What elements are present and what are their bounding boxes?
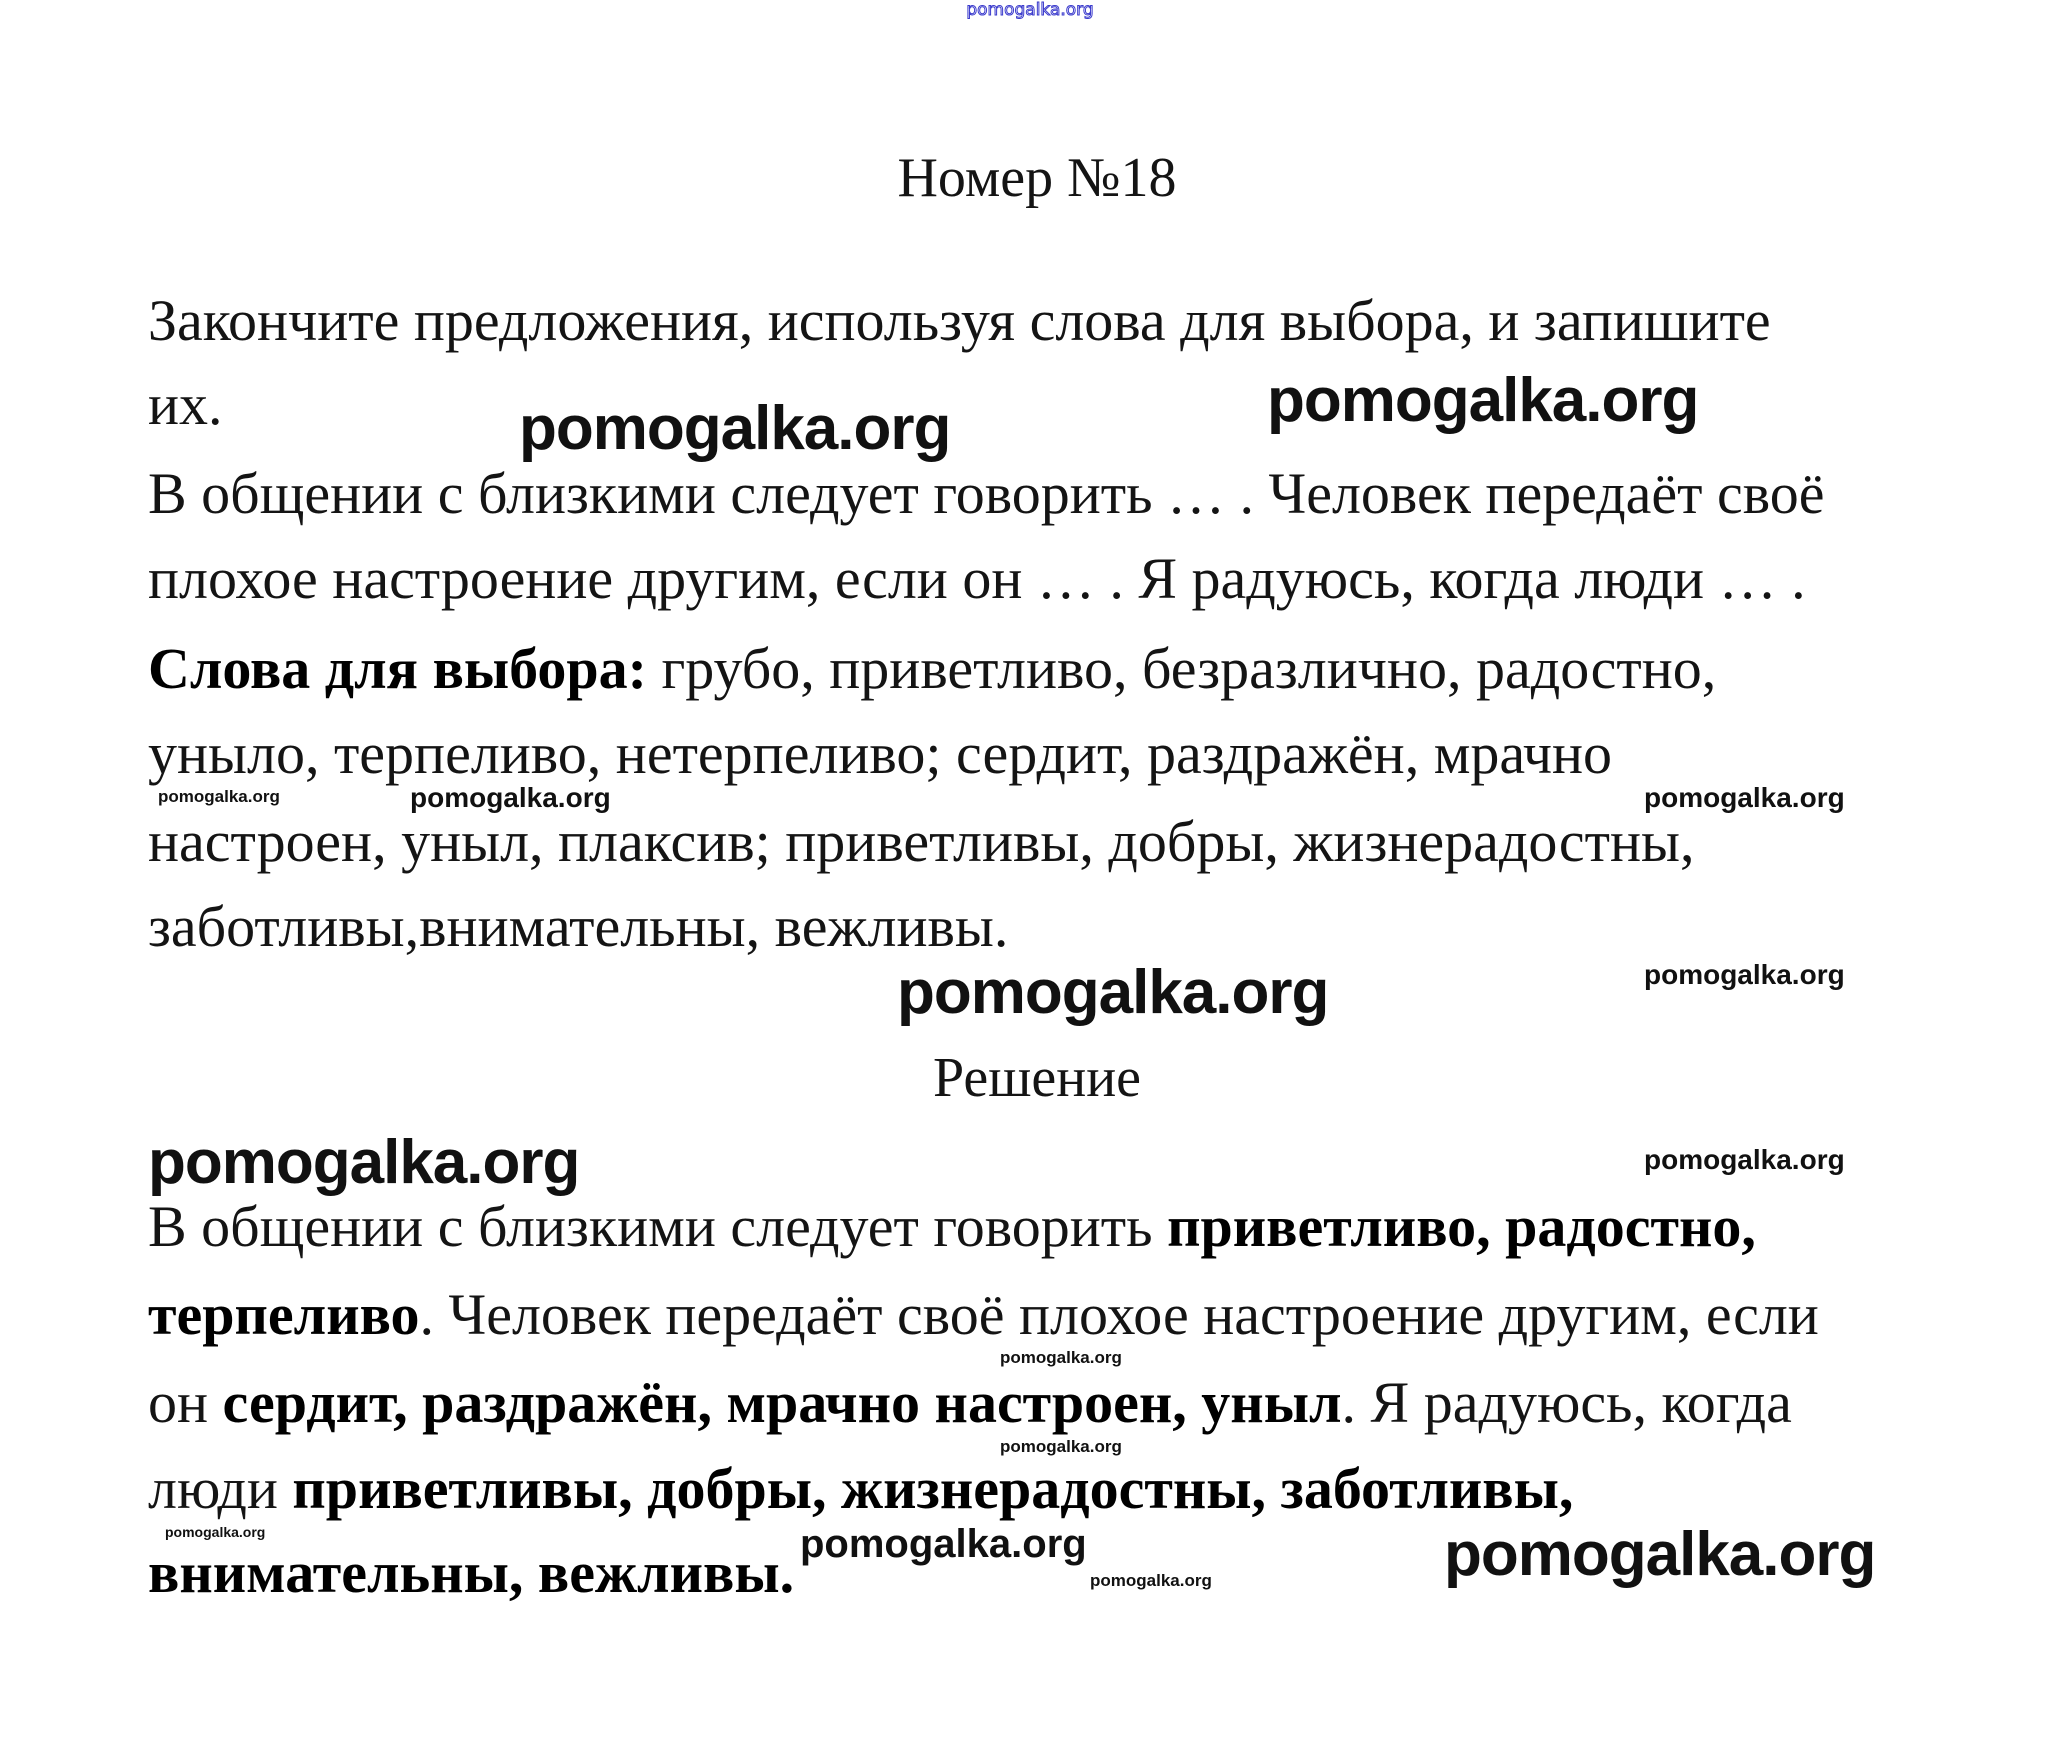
solution-line — [148, 1540, 795, 1605]
solution-line — [148, 1456, 1574, 1521]
task-line: заботливы,внимательны, вежливы. — [148, 894, 1009, 959]
watermark: pomogalka.org — [1267, 366, 1699, 435]
watermark: pomogalka.org — [1000, 1437, 1122, 1456]
answer: терпеливо — [148, 1282, 420, 1347]
watermark: pomogalka.org — [1444, 1520, 1876, 1589]
answer: внимательны, вежливы. — [148, 1540, 795, 1605]
solution-line — [148, 1282, 1819, 1347]
task-line: Закончите предложения, используя слова для выбора, и запишите — [148, 288, 1771, 353]
text: . Человек передаёт своё плохое настроение другим, если — [419, 1282, 1819, 1347]
answer: сердит, раздражён, мрачно настроен, уныл — [222, 1370, 1342, 1435]
watermark: pomogalka.org — [1644, 1144, 1845, 1175]
task-line: настроен, уныл, плаксив; приветливы, добры, жизнерадостны, — [148, 809, 1695, 874]
task-line: В общении с близкими следует говорить … . Человек передаёт своё — [148, 461, 1825, 526]
text: он — [148, 1370, 223, 1435]
solution-line — [148, 1194, 1756, 1259]
watermark: pomogalka.org — [1644, 959, 1845, 990]
watermark: pomogalka.org — [158, 787, 280, 806]
watermark: pomogalka.org — [1090, 1571, 1212, 1590]
watermark: pomogalka.org — [519, 394, 951, 463]
words-text: грубо, приветливо, безразлично, радостно, — [646, 636, 1717, 701]
text: . Я радуюсь, когда — [1341, 1370, 1792, 1435]
watermark: pomogalka.org — [1000, 1348, 1122, 1367]
watermark: pomogalka.org — [800, 1522, 1087, 1566]
site-link[interactable]: pomogalka.org — [966, 0, 1094, 20]
answer: приветливо, радостно, — [1167, 1194, 1756, 1259]
page-title: Номер №18 — [897, 147, 1177, 209]
answer: приветливы, добры, жизнерадостны, заботливы, — [292, 1456, 1574, 1521]
task-line: уныло, терпеливо, нетерпеливо; сердит, раздражён, мрачно — [148, 721, 1613, 786]
watermark: pomogalka.org — [148, 1128, 580, 1197]
solution-heading: Решение — [932, 1047, 1142, 1109]
text: В общении с близкими следует говорить — [148, 1194, 1168, 1259]
watermark: pomogalka.org — [1644, 782, 1845, 813]
watermark: pomogalka.org — [165, 1524, 266, 1540]
task-line: их. — [148, 372, 223, 437]
watermark: pomogalka.org — [897, 958, 1329, 1027]
text: люди — [148, 1456, 293, 1521]
watermark: pomogalka.org — [410, 782, 611, 813]
task-line: плохое настроение другим, если он … . Я радуюсь, когда люди … . — [148, 546, 1806, 611]
task-words-line — [148, 636, 1717, 701]
solution-line — [148, 1370, 1792, 1435]
words-label: Слова для выбора: — [148, 636, 647, 701]
